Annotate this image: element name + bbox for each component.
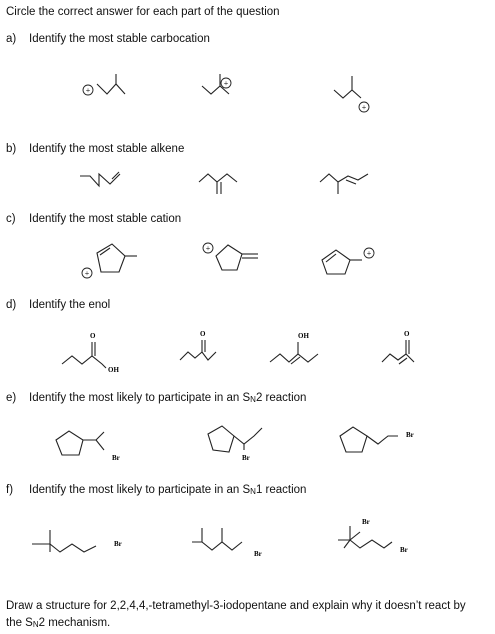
page-title: Circle the correct answer for each part of the question (6, 6, 280, 18)
bromine-label: Br (362, 518, 370, 526)
sn1-option-3[interactable] (336, 514, 426, 562)
oxygen-label: O (404, 330, 410, 338)
part-e-letter: e) (6, 392, 17, 404)
enol-option-4[interactable] (380, 328, 440, 373)
carbocation-option-3[interactable] (330, 70, 378, 118)
bromine-label: Br (254, 550, 262, 558)
bromine-label: Br (406, 431, 414, 439)
hydroxyl-label: OH (298, 332, 309, 340)
oxygen-label: O (90, 332, 96, 340)
alkene-option-2[interactable] (197, 166, 257, 196)
part-c-letter: c) (6, 213, 16, 225)
bromine-label: Br (114, 540, 122, 548)
enol-option-3[interactable] (268, 328, 343, 373)
plus-charge-label: + (361, 103, 367, 112)
bromine-label: Br (400, 546, 408, 554)
carbocation-option-2[interactable] (196, 70, 248, 102)
sn2-option-2[interactable] (204, 420, 284, 466)
alkene-option-1[interactable] (78, 166, 138, 196)
alkene-option-3[interactable] (318, 166, 380, 196)
part-d-question: Identify the enol (29, 299, 111, 311)
bromine-label: Br (242, 454, 250, 462)
enol-option-2[interactable] (178, 328, 238, 373)
hydroxyl-label: OH (108, 366, 119, 374)
part-b-letter: b) (6, 143, 17, 155)
cation-option-3[interactable] (316, 240, 386, 285)
part-e-question: Identify the most likely to participate in an SN2 reaction (29, 392, 307, 404)
plus-charge-label: + (366, 249, 372, 258)
cation-option-2[interactable] (196, 236, 266, 281)
carbocation-option-1[interactable] (75, 72, 135, 102)
plus-charge-label: + (205, 244, 211, 253)
drawing-question-line-2: the SN2 mechanism. (6, 617, 111, 629)
sn1-option-1[interactable] (30, 518, 130, 558)
sn1-option-2[interactable] (190, 516, 270, 562)
bromine-label: Br (112, 454, 120, 462)
oxygen-label: O (200, 330, 206, 338)
sn2-option-1[interactable] (52, 424, 132, 466)
drawing-question (6, 598, 492, 633)
part-d-letter: d) (6, 299, 17, 311)
sn2-option-3[interactable] (336, 420, 436, 466)
drawing-question-line-1: Draw a structure for 2,2,4,4,-tetramethyl-3-iodopentane and explain why it doesn’t react by (6, 600, 466, 612)
cation-option-1[interactable] (75, 240, 145, 285)
part-f-question: Identify the most likely to participate in an SN1 reaction (29, 484, 307, 496)
enol-option-1[interactable] (60, 330, 135, 380)
part-a-letter: a) (6, 33, 17, 45)
part-c-question: Identify the most stable cation (29, 213, 182, 225)
part-b-question: Identify the most stable alkene (29, 143, 185, 155)
part-f-letter: f) (6, 484, 14, 496)
plus-charge-label: + (223, 79, 229, 88)
plus-charge-label: + (84, 269, 90, 278)
plus-charge-label: + (85, 86, 91, 95)
part-a-question: Identify the most stable carbocation (29, 33, 210, 45)
